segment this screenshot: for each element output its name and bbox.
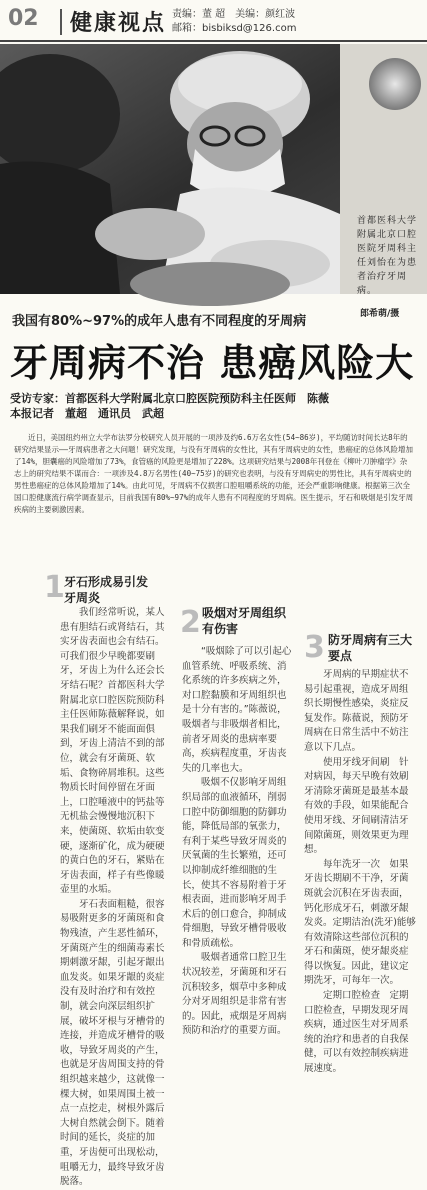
section-3-para: 定期口腔检查 定期口腔检查，早期发现牙周疾病，通过医生对牙周系统的治疗和患者的自我保健，可以有效控制疾病进展速度。 (304, 990, 409, 1075)
article-headline: 牙周病不治 患癌风险大 (10, 341, 415, 385)
article-subtitle: 我国有80%~97%的成年人患有不同程度的牙周病 (12, 314, 307, 329)
section-3-number: 3 (304, 630, 325, 665)
section-2-title: 吸烟对牙周组织有伤害 (202, 606, 287, 636)
expert-line: 受访专家：首都医科大学附属北京口腔医院预防科主任医师 陈薇 (10, 392, 329, 405)
article-lead: 近日，美国纽约州立大学布法罗分校研究人员开展的一项涉及约6.6万名女性(54~86岁)，平均随访时间长达8年的研究结果显示——牙周病患者之大问题！研究发现，与没有牙周病的女性比，其有牙周病史的女性，患癌症的总体风险增加了14%，胆囊癌的风险增加了73%，食管癌的风险更是增加了228%。这项研究结果与2008年刊登在《柳叶刀肿瘤学》杂志上的研究结果不谋而合：一项涉及4.8万名男性(40~75岁)的研究也表明，与没有牙周病史的男性比，具有牙周病史的男性患癌症的总体风险增加了14%。由此可见，牙周病不仅损害口腔咀嚼系统的功能，还会严重影响健康。根据第三次全国口腔健康流行病学调查显示，目前我国有80%~97%的成年人患有不同程度的牙周病。医生提示，牙石和吸烟是引发牙周疾病的主要刺激因素。 (14, 433, 414, 514)
reporter-line: 本报记者 董超 通讯员 武超 (10, 407, 164, 420)
section-1-number: 1 (44, 570, 65, 605)
news-photo (0, 44, 427, 319)
section-title: 健康视点 (70, 10, 167, 36)
header-credits (172, 8, 296, 36)
photo-caption: 首都医科大学附属北京口腔医院牙周科主任刘怡在为患者治疗牙周病。 (357, 216, 418, 296)
article-byline (10, 391, 329, 421)
header-rule (0, 40, 427, 42)
page-number: 02 (8, 6, 39, 31)
section-1-title: 牙石形成易引发牙周炎 (64, 575, 149, 605)
section-1-para: 牙石表面粗糙，很容易吸附更多的牙菌斑和食物残渣，产生恶性循环，牙菌斑产生的细菌毒素长期刺激牙龈，引起牙龈出血发炎。如果牙龈的炎症没有及时治疗和有效控制，就会向深层组织扩展，破坏牙根与牙槽骨的连接，并造成牙槽骨的吸收，导致牙周炎的产生，也就是牙齿周围支持的骨组织越来越少，这就像一棵大树，如果周围土被一点一点挖走，树根外露后大树自然就会倒下。随着时间的延长，炎症的加重，牙齿便可出现松动，咀嚼无力，最终导致牙齿脱落。 (60, 898, 165, 1188)
section-2-number: 2 (180, 605, 201, 640)
page-header (0, 0, 427, 44)
header-divider (60, 9, 62, 35)
section-1-para: 我们经常听说，某人患有胆结石或肾结石，其实牙齿表面也会有结石。可我们很少早晚都要刷牙，牙齿上为什么还会长牙结石呢？首都医科大学附属北京口腔医院预防科主任医师陈薇解释说，如果我们刷牙不能面面俱到，牙齿上清洁不到的部位，就会有牙菌斑、软垢、食物碎屑堆积。这些物质长时间停留在牙面上，口腔唾液中的钙盐等无机盐会慢慢地沉积下来，使菌斑、软垢由软变硬，逐渐矿化，成为硬硬的黄白色的牙石，紧贴在牙齿表面，样子有些像暖壶里的水垢。 (60, 607, 165, 896)
section-3-para: 牙周病的早期症状不易引起重视，造成牙周组织长期慢性感染，炎症反复发作。陈薇说，预防牙周病在日常生活中不妨注意以下几点。 (304, 669, 409, 753)
section-2-body (182, 645, 294, 1039)
section-2-para: 吸烟不仅影响牙周组织局部的血液循环，削弱口腔中防御细胞的防御功能，降低局部的氧张力，有利于某些导致牙周炎的厌氧菌的生长繁殖，还可以抑制成纤维细胞的生长，使其不容易附着于牙根表面，进而影响牙周手术后的创口愈合，抑制成骨细胞，导致牙槽骨吸收和骨质疏松。 (182, 777, 287, 949)
section-2-para: 吸烟者通常口腔卫生状况较差，牙菌斑和牙石沉积较多，烟草中多种成分对牙周组织是非常有害的。因此，戒烟是牙周病预防和治疗的重要方面。 (182, 952, 287, 1037)
section-3-para: 每年洗牙一次 如果牙齿长期刷不干净，牙菌斑就会沉积在牙齿表面，钙化形成牙石，刺激牙龈发炎。定期洁治(洗牙)能够有效清除这些部位沉积的牙石和菌斑，使牙龈炎症得以恢复。因此，建议定期洗牙，可每年一次。 (304, 858, 416, 987)
email-line: 邮箱：bisbiksd@126.com (172, 23, 297, 34)
section-3-title: 防牙周病有三大要点 (328, 633, 413, 663)
section-1-body (60, 606, 172, 1190)
section-2-para: “吸烟除了可以引起心血管系统、呼吸系统、消化系统的许多疾病之外，对口腔黏膜和牙周组织也是十分有害的。”陈薇说，吸烟者与非吸烟者相比，前者牙周炎的患病率要高，疾病程度重，牙齿丧失的几率也大。 (182, 646, 292, 774)
editor-line: 责编：董 超 美编：颜红波 (172, 9, 296, 20)
section-3-body (304, 668, 416, 1077)
section-3-para: 使用牙线牙间刷 针对病因，每天早晚有效刷牙清除牙菌斑是最基本最有效的手段，如果能配合使用牙线、牙间刷清洁牙间隙菌斑，则效果更为理想。 (304, 756, 409, 856)
photo-credit: 郎希萌/摄 (360, 309, 400, 319)
